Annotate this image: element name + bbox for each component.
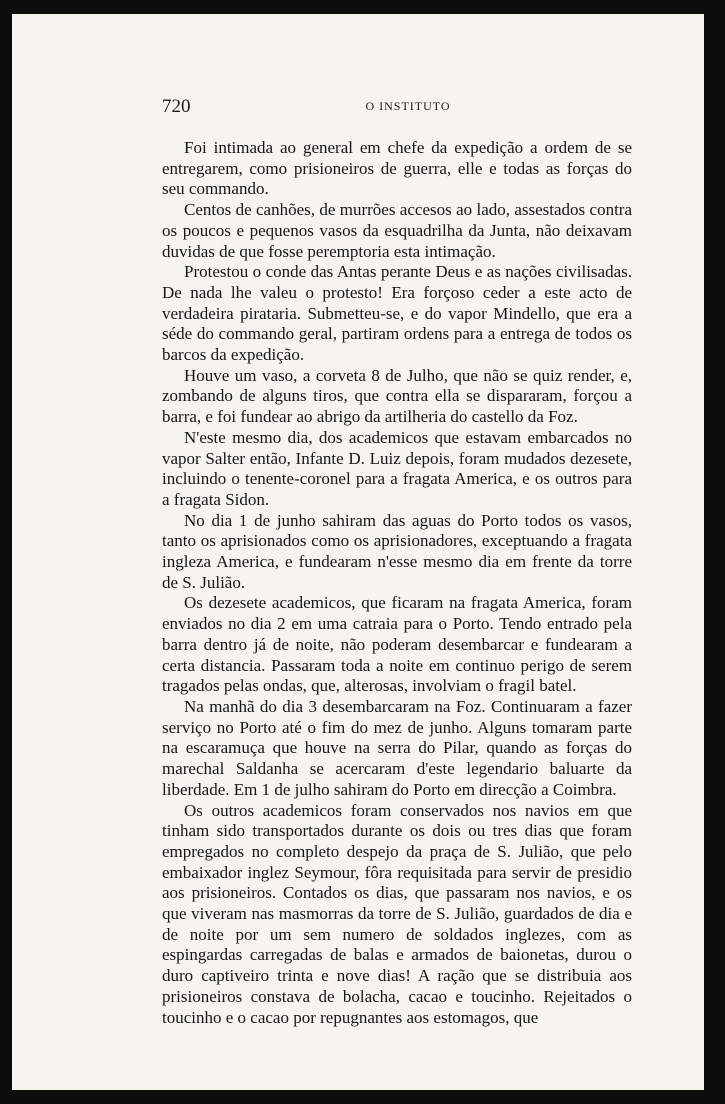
page-number: 720	[162, 96, 191, 117]
paragraph: Na manhã do dia 3 desembarcaram na Foz. Continuaram a fazer serviço no Porto até o fim do mez de junho. Alguns tomaram parte na escaramuça que houve na serra do Pilar, quando as forças do marechal Saldanha se acercaram d'este legendario baluarte da liberdade. Em 1 de julho sahiram do Porto em direcção a Coimbra.	[162, 696, 632, 799]
paragraph: Centos de canhões, de murrões accesos ao lado, assestados contra os poucos e pequenos vasos da esquadrilha da Junta, não deixavam duvidas de que fosse peremptoria esta intimação.	[162, 200, 632, 261]
body-text	[162, 138, 632, 1028]
page-header	[162, 96, 654, 120]
paragraph: No dia 1 de junho sahiram das aguas do Porto todos os vasos, tanto os aprisionados como os aprisionadores, exceptuando a fragata ingleza America, e fundearam n'esse mesmo dia em frente da torre de S. Julião.	[162, 510, 632, 592]
running-title: O INSTITUTO	[365, 99, 451, 113]
paragraph: N'este mesmo dia, dos academicos que estavam embarcados no vapor Salter então, Infante D. Luiz depois, foram mudados dezesete, incluindo o tenente-coronel para a fragata America, e os outros para a fragata Sidon.	[162, 427, 632, 509]
paragraph: Os outros academicos foram conservados nos navios em que tinham sido transportados durante os dois ou tres dias que foram empregados no completo despejo da praça de S. Julião, que pelo embaixador inglez Seymour, fôra requisitada para servir de presidio aos prisioneiros. Contados os dias, que passaram nos navios, e os que viveram nas masmorras da torre de S. Julião, guardados de dia e de noite por um sem numero de soldados inglezes, com as espingardas carregadas de balas e armados de baionetas, durou o duro captiveiro trinta e nove dias! A ração que se distribuia aos prisioneiros constava de bolacha, cacao e toucinho. Rejeitados o toucinho e o cacao por repugnantes aos estomagos, que	[162, 800, 632, 1027]
book-page	[12, 14, 704, 1090]
paragraph: Houve um vaso, a corveta 8 de Julho, que não se quiz render, e, zombando de alguns tiros, que contra ella se dispararam, forçou a barra, e foi fundear ao abrigo da artilheria do castello da Foz.	[162, 365, 632, 427]
paragraph: Protestou o conde das Antas perante Deus e as nações civilisadas. De nada lhe valeu o protesto! Era forçoso ceder a este acto de verdadeira pirataria. Submetteu-se, e do vapor Mindello, que era a séde do commando geral, partiram ordens para a entrega de todos os barcos da expedição.	[162, 262, 632, 365]
paragraph: Os dezesete academicos, que ficaram na fragata America, foram enviados no dia 2 em uma catraia para o Porto. Tendo entrado pela barra dentro já de noite, não poderam desembarcar e fundearam a certa distancia. Passaram toda a noite em continuo perigo de serem tragados pelas ondas, que, alterosas, involviam o fragil batel.	[162, 593, 632, 696]
paragraph: Foi intimada ao general em chefe da expedição a ordem de se entregarem, como prisioneiros de guerra, elle e todas as forças do seu commando.	[162, 138, 632, 199]
